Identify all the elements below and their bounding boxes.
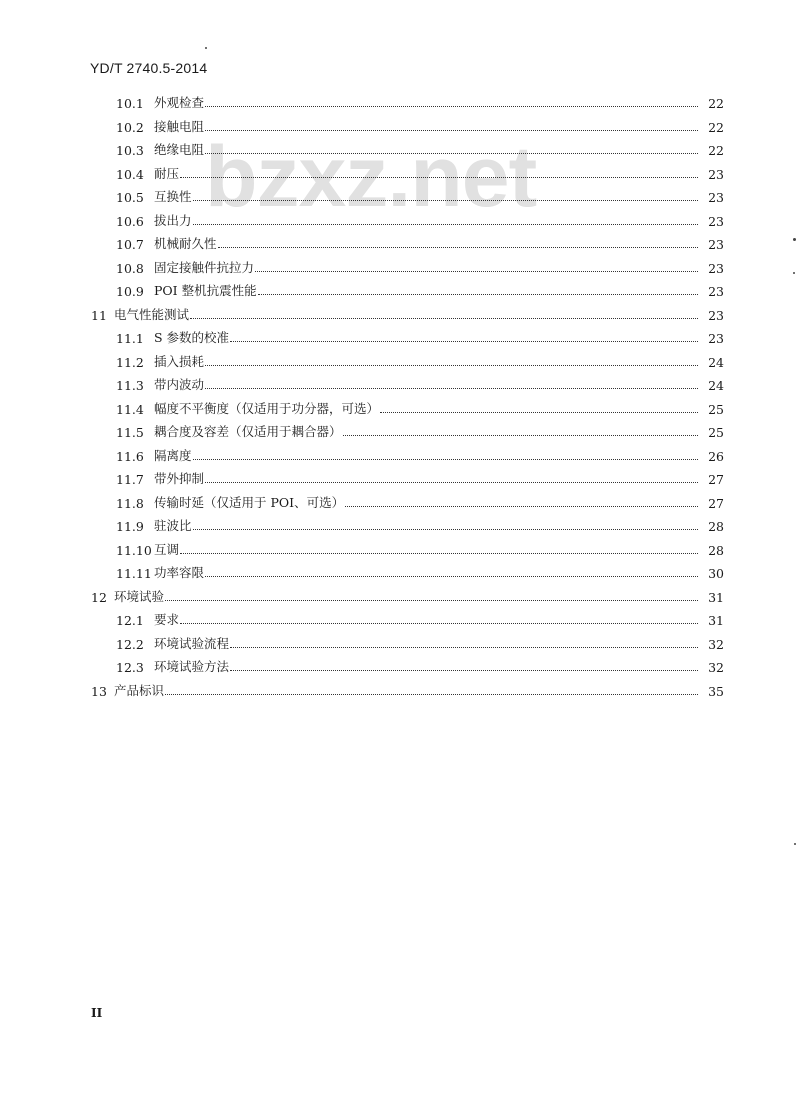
toc-entry-title: 要求 [154, 612, 180, 627]
toc-entry-number: 11.6 [116, 448, 144, 464]
toc-entry-title: 带外抑制 [154, 471, 205, 486]
toc-entry-title: 插入损耗 [154, 353, 205, 369]
toc-entry-title: 拔出力 [154, 212, 192, 228]
toc-dot-leader [193, 529, 698, 530]
toc-entry [0, 113, 800, 135]
toc-entry-number: 12.2 [116, 636, 144, 652]
toc-entry-page: 24 [708, 378, 724, 393]
toc-entry-page: 28 [708, 542, 724, 558]
toc-entry-number: 12.1 [116, 613, 144, 628]
toc-entry-title: 互调 [154, 541, 180, 557]
toc-entry [0, 583, 800, 605]
toc-entry-page: 26 [708, 448, 724, 464]
toc-entry [0, 465, 800, 487]
toc-dot-leader [255, 271, 698, 272]
toc-dot-leader [343, 435, 698, 436]
toc-entry-number: 11.8 [116, 495, 144, 511]
toc-entry-number: 11.7 [116, 472, 144, 487]
toc-entry [0, 395, 800, 417]
toc-entry [0, 207, 800, 229]
toc-entry [0, 254, 800, 276]
toc-entry [0, 489, 800, 511]
scan-speck [205, 47, 207, 49]
toc-entry-page: 22 [708, 143, 724, 158]
toc-entry-number: 11.5 [116, 425, 144, 440]
toc-entry-number: 11.10 [116, 542, 152, 558]
toc-entry-title: 绝缘电阻 [154, 142, 205, 157]
toc-entry-page: 23 [708, 331, 724, 346]
toc-dot-leader [205, 106, 698, 107]
toc-entry-title: 功率容限 [154, 565, 205, 580]
toc-entry-page: 27 [708, 472, 724, 487]
toc-entry-title: 驻波比 [154, 518, 192, 533]
toc-entry-title: 机械耐久性 [154, 236, 217, 251]
toc-entry [0, 89, 800, 111]
toc-entry [0, 183, 800, 205]
toc-entry-number: 11.4 [116, 401, 144, 417]
toc-dot-leader [205, 153, 698, 154]
toc-entry-page: 23 [708, 213, 724, 229]
toc-dot-leader [165, 600, 698, 601]
toc-dot-leader [205, 130, 698, 131]
toc-entry-title: 隔离度 [154, 447, 192, 463]
toc-entry-number: 10.3 [116, 143, 144, 158]
toc-entry-number: 12.3 [116, 660, 144, 675]
toc-entry [0, 536, 800, 558]
watermark: bzxz.net [205, 129, 537, 225]
toc-entry [0, 442, 800, 464]
toc-dot-leader [205, 576, 698, 577]
toc-entry-title: 环境试验 [114, 588, 165, 604]
toc-entry-page: 23 [708, 284, 724, 299]
toc-entry [0, 512, 800, 534]
toc-entry [0, 324, 800, 346]
toc-entry [0, 630, 800, 652]
toc-dot-leader [205, 482, 698, 483]
toc-dot-leader [258, 294, 698, 295]
toc-entry-title: 传输时延（仅适用于 POI、可选） [154, 494, 345, 510]
toc-dot-leader [345, 506, 698, 507]
toc-entry-page: 22 [708, 96, 724, 111]
toc-entry [0, 653, 800, 675]
toc-entry-number: 10.1 [116, 96, 144, 111]
toc-dot-leader [218, 247, 698, 248]
toc-entry-page: 23 [708, 190, 724, 205]
toc-dot-leader [180, 623, 698, 624]
toc-entry [0, 136, 800, 158]
toc-entry-number: 10.8 [116, 260, 144, 276]
toc-entry-page: 25 [708, 425, 724, 440]
toc-entry [0, 230, 800, 252]
toc-entry-page: 23 [708, 307, 724, 323]
scan-speck [793, 272, 795, 274]
toc-entry-title: 带内波动 [154, 377, 205, 392]
toc-entry-number: 10.6 [116, 213, 144, 229]
toc-entry-page: 22 [708, 119, 724, 135]
toc-entry-number: 11.11 [116, 566, 152, 581]
toc-entry [0, 160, 800, 182]
toc-entry [0, 371, 800, 393]
toc-entry-title: 耐压 [154, 165, 180, 181]
scan-speck [793, 238, 796, 241]
toc-dot-leader [165, 694, 698, 695]
toc-entry-page: 31 [708, 589, 724, 605]
toc-entry-title: 幅度不平衡度（仅适用于功分器，可选） [154, 400, 380, 416]
toc-entry-title: 接触电阻 [154, 118, 205, 134]
toc-dot-leader [230, 670, 698, 671]
toc-entry [0, 559, 800, 581]
toc-dot-leader [190, 318, 698, 319]
toc-entry-page: 24 [708, 354, 724, 370]
toc-entry-title: 环境试验方法 [154, 659, 230, 674]
toc-entry-page: 32 [708, 636, 724, 652]
toc-dot-leader [193, 224, 698, 225]
toc-entry [0, 348, 800, 370]
toc-entry-title: 互换性 [154, 189, 192, 204]
toc-dot-leader [180, 177, 698, 178]
toc-dot-leader [193, 200, 698, 201]
toc-entry-title: 耦合度及容差（仅适用于耦合器） [154, 424, 342, 439]
toc-entry-number: 10.2 [116, 119, 144, 135]
toc-dot-leader [205, 365, 698, 366]
toc-entry-page: 32 [708, 660, 724, 675]
toc-dot-leader [380, 412, 698, 413]
toc-entry-number: 11.9 [116, 519, 144, 534]
toc-entry [0, 677, 800, 699]
toc-entry-number: 10.7 [116, 237, 144, 252]
toc-entry-number: 11.3 [116, 378, 144, 393]
toc-entry-title: 电气性能测试 [114, 306, 190, 322]
toc-entry-number: 11.2 [116, 354, 144, 370]
toc-entry-number: 11 [91, 307, 107, 323]
toc-entry [0, 301, 800, 323]
toc-entry-title: 固定接触件抗拉力 [154, 259, 255, 275]
toc-entry-number: 10.5 [116, 190, 144, 205]
toc-entry-number: 11.1 [116, 331, 144, 346]
document-code: YD/T 2740.5-2014 [90, 60, 208, 76]
toc-entry-page: 28 [708, 519, 724, 534]
toc-entry-title: POI 整机抗震性能 [154, 283, 257, 298]
toc-dot-leader [230, 647, 698, 648]
toc-entry-number: 10.9 [116, 284, 144, 299]
toc-entry [0, 418, 800, 440]
toc-entry-number: 10.4 [116, 166, 144, 182]
toc-entry-number: 12 [91, 589, 107, 605]
toc-entry-title: 产品标识 [114, 682, 165, 698]
toc-entry-page: 23 [708, 260, 724, 276]
scan-speck [794, 843, 796, 845]
toc-entry-page: 25 [708, 401, 724, 417]
toc-entry-title: 外观检查 [154, 95, 205, 110]
toc-entry-page: 31 [708, 613, 724, 628]
toc-entry-page: 35 [708, 683, 724, 699]
toc-entry-number: 13 [91, 683, 107, 699]
toc-entry-page: 27 [708, 495, 724, 511]
toc-entry-page: 23 [708, 166, 724, 182]
toc-entry-page: 30 [708, 566, 724, 581]
toc-entry-title: 环境试验流程 [154, 635, 230, 651]
toc-dot-leader [230, 341, 698, 342]
toc-dot-leader [193, 459, 698, 460]
page-number: II [91, 1006, 103, 1020]
toc-dot-leader [205, 388, 698, 389]
toc-entry-title: S 参数的校准 [154, 330, 230, 345]
toc-entry-page: 23 [708, 237, 724, 252]
toc-entry [0, 606, 800, 628]
toc-dot-leader [180, 553, 698, 554]
toc-entry [0, 277, 800, 299]
